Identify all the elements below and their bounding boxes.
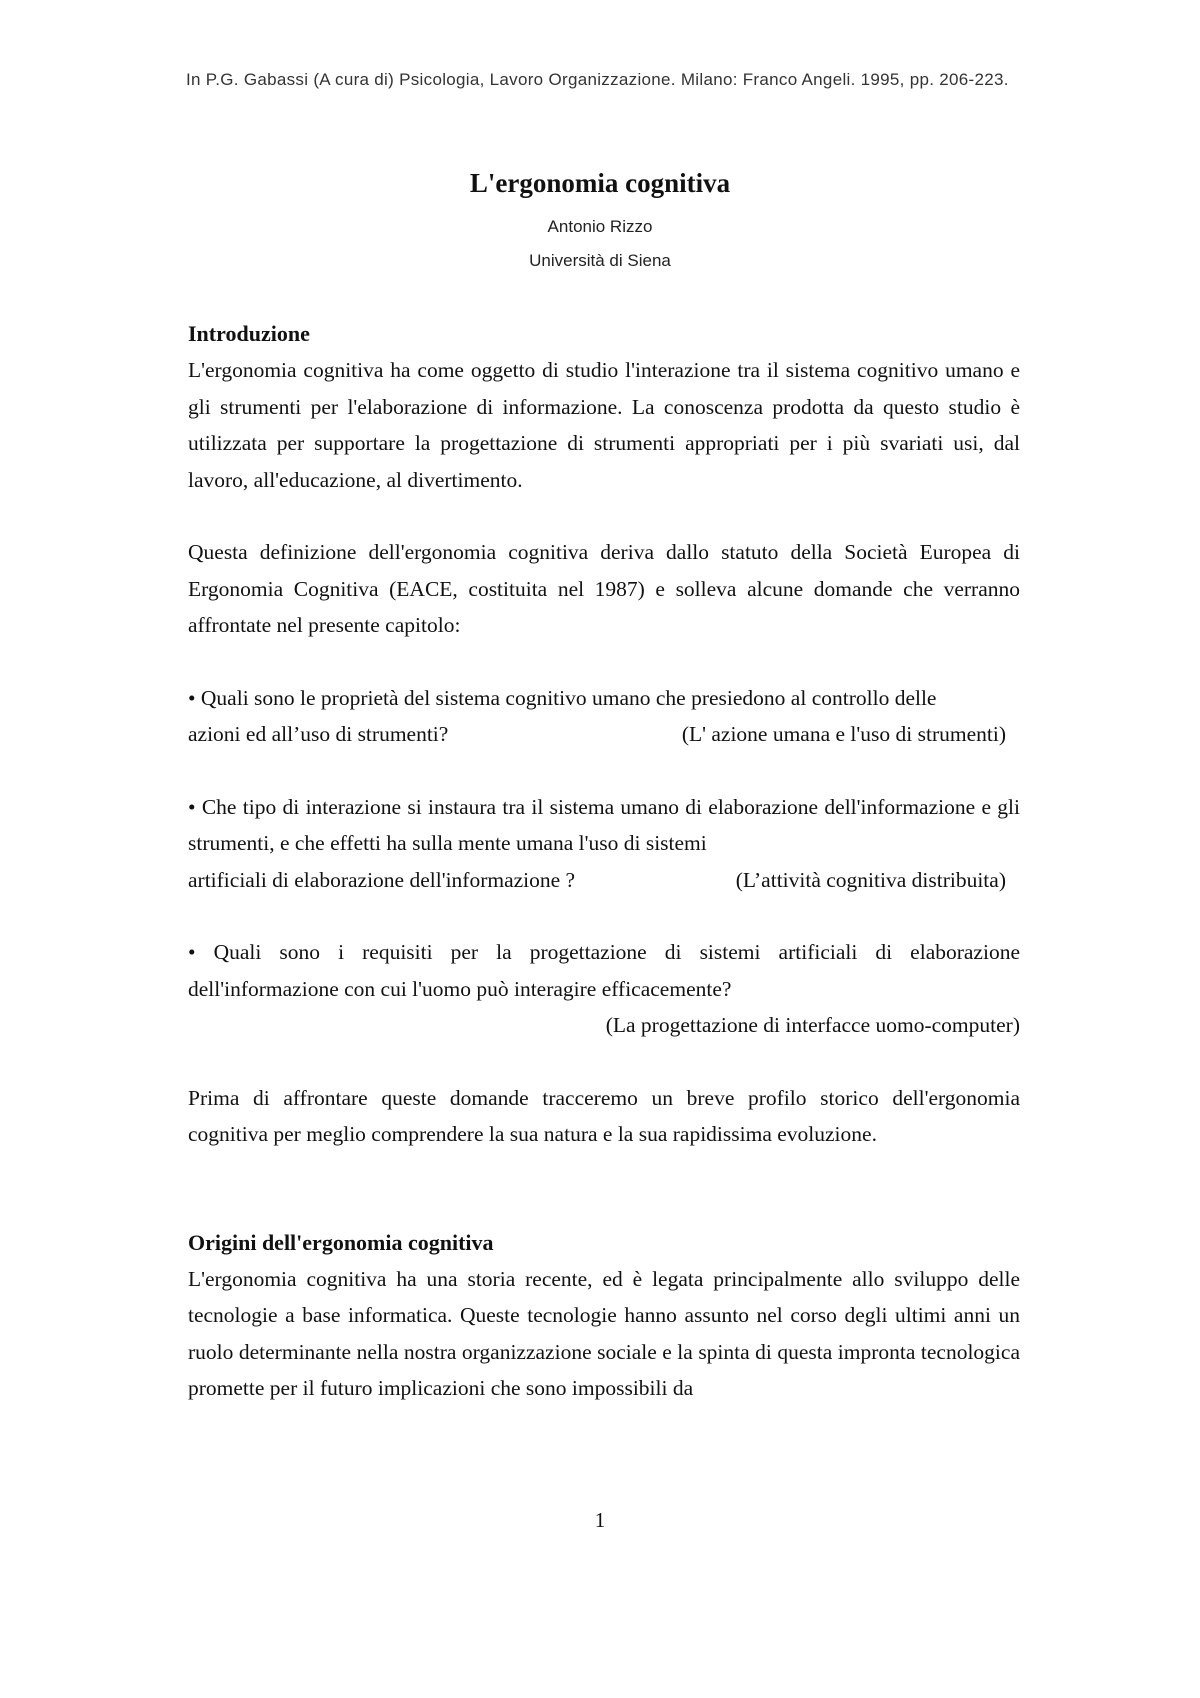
bullet-2-text: • Che tipo di interazione si instaura tra il sistema umano di elaborazione dell'informazione e gli strumenti, e che effetti ha sulla mente umana l'uso di sistemi xyxy=(188,794,1020,855)
bullet-3-text: • Quali sono i requisiti per la progettazione di sistemi artificiali di elaborazione dell'informazione con cui l'uomo può interagire efficacemente? xyxy=(188,940,1020,1001)
bullet-1-reference: (L' azione umana e l'uso di strumenti) xyxy=(681,722,1006,746)
page-number: 1 xyxy=(594,1508,606,1532)
intro-paragraph-1: L'ergonomia cognitiva ha come oggetto di studio l'interazione tra il sistema cognitivo umano e gli strumenti per l'elaborazione di informazione. La conoscenza prodotta da questo studio è utilizzata per supportare la progettazione di strumenti appropriati per i più svariati usi, dal lavoro, all'educazione, al divertimento. xyxy=(188,358,1020,492)
origins-paragraph-1: L'ergonomia cognitiva ha una storia recente, ed è legata principalmente allo sviluppo delle tecnologie a base informatica. Queste tecnologie hanno assunto nel corso degli ultimi anni un ruolo determinante nella nostra organizzazione sociale e la spinta di questa impronta tecnologica promette per il futuro implicazioni che sono impossibili da xyxy=(188,1266,1020,1400)
author-affiliation: Università di Siena xyxy=(529,251,671,270)
page-title: L'ergonomia cognitiva xyxy=(469,168,731,198)
intro-paragraph-2: Questa definizione dell'ergonomia cognitiva deriva dallo statuto della Società Europea di Ergonomia Cognitiva (EACE, costituita nel 1987) e solleva alcune domande che verranno affrontate nel presente capitolo: xyxy=(188,540,1020,637)
section-heading-origini: Origini dell'ergonomia cognitiva xyxy=(188,1229,494,1255)
title-block xyxy=(0,168,1200,271)
bullet-3-reference: (La progettazione di interfacce uomo-computer) xyxy=(605,1013,1020,1037)
bullet-1-last-line: azioni ed all’uso di strumenti? xyxy=(188,722,449,746)
bullet-2-reference: (L’attività cognitiva distribuita) xyxy=(735,867,1006,892)
author-name: Antonio Rizzo xyxy=(547,217,653,236)
bullet-2-last-line: artificiali di elaborazione dell'informazione ? xyxy=(188,867,576,892)
bullet-item-2 xyxy=(188,789,1020,899)
section-heading-introduzione: Introduzione xyxy=(188,321,310,346)
bullet-1-text: • Quali sono le proprietà del sistema cognitivo umano che presiedono al controllo delle xyxy=(188,685,937,710)
bullet-item-1 xyxy=(188,680,1020,753)
document-body xyxy=(188,316,1020,1407)
header-citation: In P.G. Gabassi (A cura di) Psicologia, Lavoro Organizzazione. Milano: Franco Angeli. 1995, pp. 206-223. xyxy=(186,70,1009,89)
intro-paragraph-3: Prima di affrontare queste domande tracceremo un breve profilo storico dell'ergonomia cognitiva per meglio comprendere la sua natura e la sua rapidissima evoluzione. xyxy=(188,1085,1020,1146)
bullet-item-3 xyxy=(188,934,1020,1044)
